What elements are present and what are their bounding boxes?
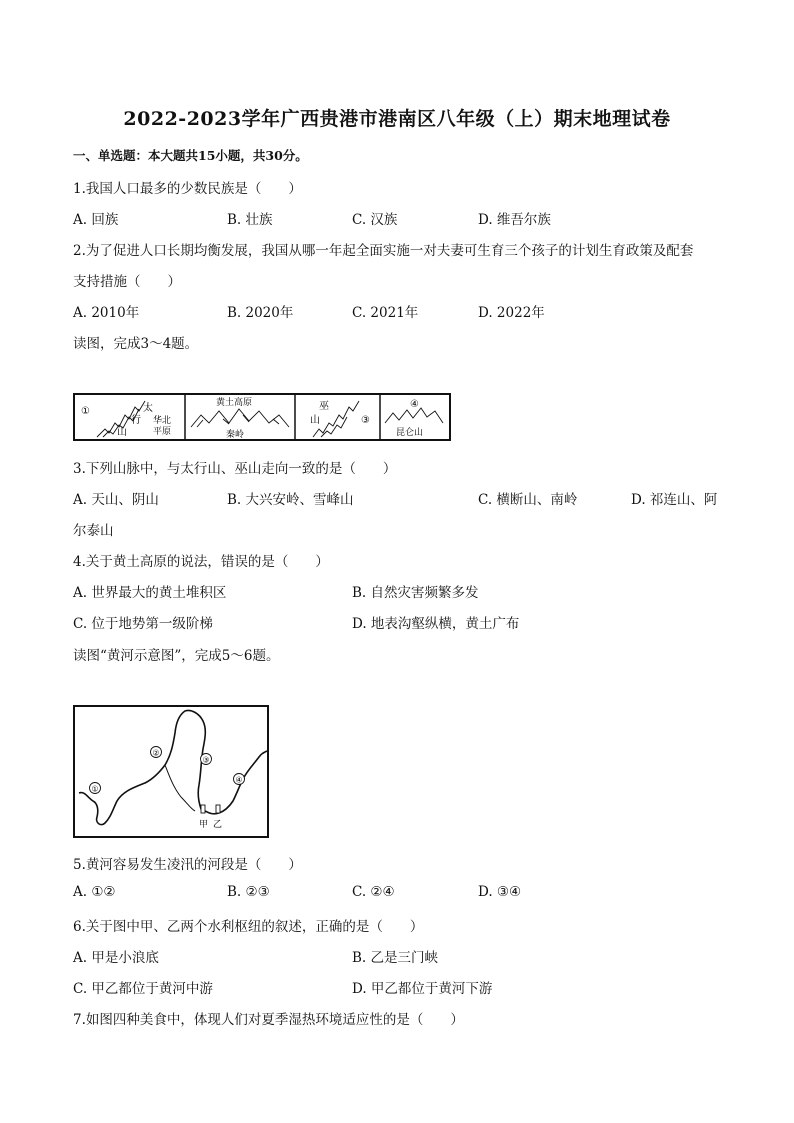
q2-option-a: A. 2010年 (73, 305, 140, 321)
q1-option-d: D. 维吾尔族 (478, 212, 551, 228)
q2-option-c: C. 2021年 (352, 305, 419, 321)
q6-option-a: A. 甲是小浪底 (73, 950, 159, 966)
yellow-river-map (73, 705, 269, 838)
dam-yi-icon (216, 805, 220, 813)
dam-jia-icon (201, 805, 205, 813)
q5-option-c: C. ②④ (352, 884, 395, 900)
svg-text:②: ② (152, 748, 160, 758)
q4-option-a: A. 世界最大的黄土堆积区 (73, 585, 227, 601)
marker-1 (90, 783, 101, 794)
question-1-stem: 1.我国人口最多的少数民族是（ ） (73, 181, 302, 197)
label-jia: 甲 (199, 820, 209, 830)
circle-label-4: ④ (410, 399, 419, 410)
intro-q5-q6: 读图“黄河示意图”，完成5～6题。 (73, 648, 280, 664)
question-4-stem: 4.关于黄土高原的说法，错误的是（ ） (73, 554, 329, 570)
label-huabei: 华北 (153, 416, 172, 426)
map-border (74, 706, 268, 837)
label-wu: 巫 (319, 401, 329, 412)
svg-text:①: ① (91, 784, 99, 794)
q5-option-b: B. ②③ (227, 884, 270, 900)
label-tai: 太 (143, 403, 153, 414)
q2-option-d: D. 2022年 (478, 305, 545, 321)
q6-option-c: C. 甲乙都位于黄河中游 (73, 981, 213, 997)
intro-q3-q4: 读图，完成3～4题。 (73, 336, 199, 352)
question-3-stem: 3.下列山脉中，与太行山、巫山走向一致的是（ ） (73, 461, 397, 477)
q5-option-a: A. ①② (73, 884, 116, 900)
label-hang: 行 (131, 415, 141, 426)
marker-4 (234, 774, 245, 785)
q3-option-c: C. 横断山、南岭 (478, 492, 578, 508)
question-5-stem: 5.黄河容易发生凌汛的河段是（ ） (73, 857, 302, 873)
label-shan: 山 (117, 427, 127, 438)
q3-option-d-continued: 尔泰山 (73, 523, 114, 539)
q3-option-a: A. 天山、阴山 (73, 492, 159, 508)
q6-option-b: B. 乙是三门峡 (352, 950, 439, 966)
question-6-stem: 6.关于图中甲、乙两个水利枢纽的叙述，正确的是（ ） (73, 919, 424, 935)
q3-option-d: D. 祁连山、阿 (631, 492, 718, 508)
section-header: 一、单选题：本大题共15小题，共30分。 (73, 148, 308, 163)
label-wushan: 山 (310, 415, 320, 426)
q2-option-b: B. 2020年 (227, 305, 294, 321)
q6-option-d: D. 甲乙都位于黄河下游 (352, 981, 493, 997)
svg-text:③: ③ (202, 755, 210, 765)
marker-2 (151, 747, 162, 758)
label-yi: 乙 (213, 820, 223, 830)
circle-label-3: ③ (361, 415, 370, 426)
q1-option-c: C. 汉族 (352, 212, 398, 228)
question-2-stem-line2: 支持措施（ ） (73, 274, 181, 290)
circle-label-1: ① (81, 406, 90, 417)
label-pingyuan: 平原 (153, 427, 172, 437)
q5-option-d: D. ③④ (478, 884, 522, 900)
q3-option-b: B. 大兴安岭、雪峰山 (227, 492, 354, 508)
q1-option-a: A. 回族 (73, 212, 119, 228)
q1-option-b: B. 壮族 (227, 212, 273, 228)
q4-option-b: B. 自然灾害频繁多发 (352, 585, 479, 601)
mountains-figure (73, 393, 451, 441)
label-kunlun: 昆仑山 (396, 428, 424, 438)
question-7-stem: 7.如图四种美食中，体现人们对夏季湿热环境适应性的是（ ） (73, 1012, 464, 1028)
page-title: 2022-2023学年广西贵港市港南区八年级（上）期末地理试卷 (123, 108, 671, 130)
q4-option-d: D. 地表沟壑纵横，黄土广布 (352, 616, 520, 632)
label-loess-plateau: 黄土高原 (216, 398, 253, 408)
marker-3 (201, 754, 212, 765)
svg-text:④: ④ (235, 775, 243, 785)
question-2-stem-line1: 2.为了促进人口长期均衡发展，我国从哪一年起全面实施一对夫妻可生育三个孩子的计划生育政策及配套 (73, 243, 694, 259)
q4-option-c: C. 位于地势第一级阶梯 (73, 616, 213, 632)
label-qinling: 秦岭 (226, 430, 245, 440)
